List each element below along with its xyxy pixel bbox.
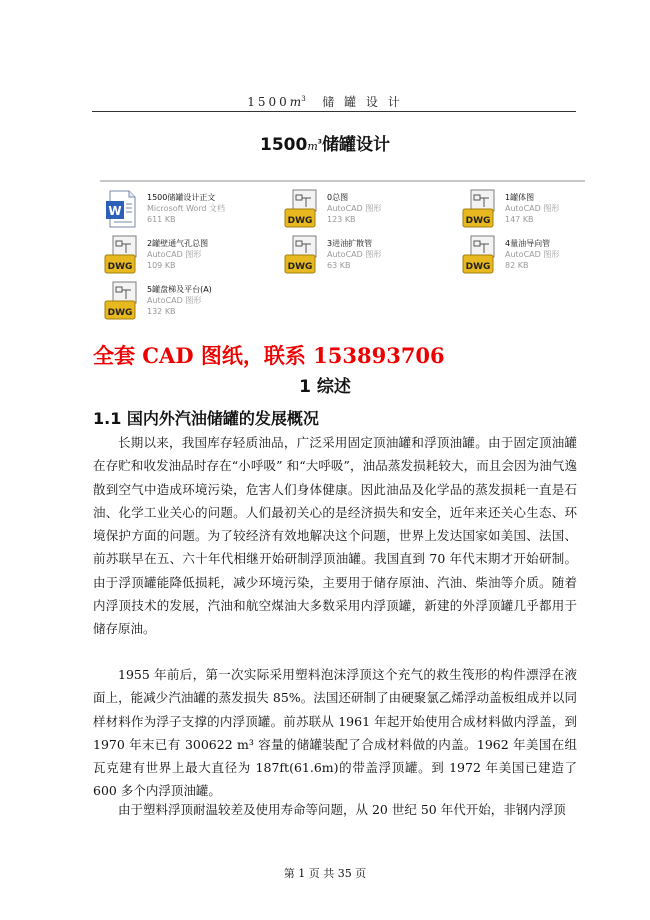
file-item-dwg[interactable] [284,232,434,282]
body-paragraph: 由于塑料浮顶耐温较差及使用寿命等问题，从 20 世纪 50 年代开始，非钢内浮顶 [118,802,566,817]
dwg-file-icon [284,188,320,230]
subsection-heading: 1.1 国内外汽油储罐的发展概况 [93,409,319,428]
file-info: 0总图 AutoCAD 图形 123 KB [327,193,382,224]
body-paragraph: 1955 年前后，第一次实际采用塑料泡沫浮顶这个充气的救生筏形的构件漂浮在液面上，能减少汽油罐的蒸发损失 85%。法国还研制了由硬聚氯乙烯浮动盖板组成并以同样材料作为浮子支撑的内浮顶罐。前苏联从 1961 年起开始使用合成材料做内浮盖，到 1970 年末已有 300622 m³ 容量的储罐装配了合成材料做的内盖。1962 年美国在组瓦克建有世界上最大直径为 187ft(61.6m)的带盖浮顶罐。到 1972 年美国已建造了 600 多个内浮顶油罐。 [93,667,577,799]
svg-text:DWG: DWG [287,216,313,226]
dwg-file-icon [462,188,498,230]
header-rule [92,111,576,112]
file-info: 2罐壁通气孔总图 AutoCAD 图形 109 KB [147,239,209,270]
file-item-dwg[interactable] [462,232,612,282]
svg-text:DWG: DWG [465,216,491,226]
svg-text:DWG: DWG [465,262,491,272]
svg-text:W: W [108,204,122,218]
file-info: 3进油扩散管 AutoCAD 图形 63 KB [327,239,382,270]
section-heading: 1 综述 [299,377,351,397]
body-paragraph: 长期以来，我国库存轻质油品，广泛采用固定顶油罐和浮顶油罐。由于固定顶油罐在存贮和收发油品时存在“小呼吸” 和“大呼吸”，油品蒸发损耗较大，而且会因为油气逸散到空气中造成环境污染，危害人们身体健康。因此油品及化学品的蒸发损耗一直是石油、化学工业关心的问题。人们最初关心的是经济损失和安全，近年来还关心生态、环境保护方面的问题。为了较经济有效地解决这个问题，世界上发达国家如美国、法国、前苏联早在五、六十年代相继开始研制浮顶油罐。我国直到 70 年代末期才开始研制。由于浮顶罐能降低损耗，减少环境污染，主要用于储存原油、汽油、柴油等介质。随着内浮顶技术的发展，汽油和航空煤油大多数采用内浮顶罐，新建的外浮顶罐几乎都用于储存原油。 [93,435,577,637]
svg-text:DWG: DWG [107,308,133,318]
page-footer: 第 1 页 共 35 页 [283,867,367,880]
running-header: $1500m^3$ 储 罐 设 计 [247,95,403,109]
file-info: 1罐体图 AutoCAD 图形 147 KB [505,193,560,224]
file-item-dwg[interactable] [462,186,612,236]
contact-banner: 全套 CAD 图纸，联系 153893706 [93,343,445,368]
dwg-file-icon [462,234,498,276]
svg-text:DWG: DWG [107,262,133,272]
file-info: 5罐盘梯及平台(A) AutoCAD 图形 132 KB [147,285,212,316]
word-document-icon [104,188,140,230]
document-title: $1500m^3$储罐设计 [260,135,390,155]
file-item-dwg[interactable] [104,278,254,328]
file-item-word[interactable] [104,186,254,236]
file-item-dwg[interactable] [284,186,434,236]
file-info: 4量油导向管 AutoCAD 图形 82 KB [505,239,560,270]
svg-text:DWG: DWG [287,262,313,272]
file-info: 1500储罐设计正文 Microsoft Word 文档 611 KB [147,193,226,224]
file-item-dwg[interactable] [104,232,254,282]
dwg-file-icon [284,234,320,276]
dwg-file-icon [104,280,140,322]
dwg-file-icon [104,234,140,276]
file-listing-panel [100,180,585,324]
